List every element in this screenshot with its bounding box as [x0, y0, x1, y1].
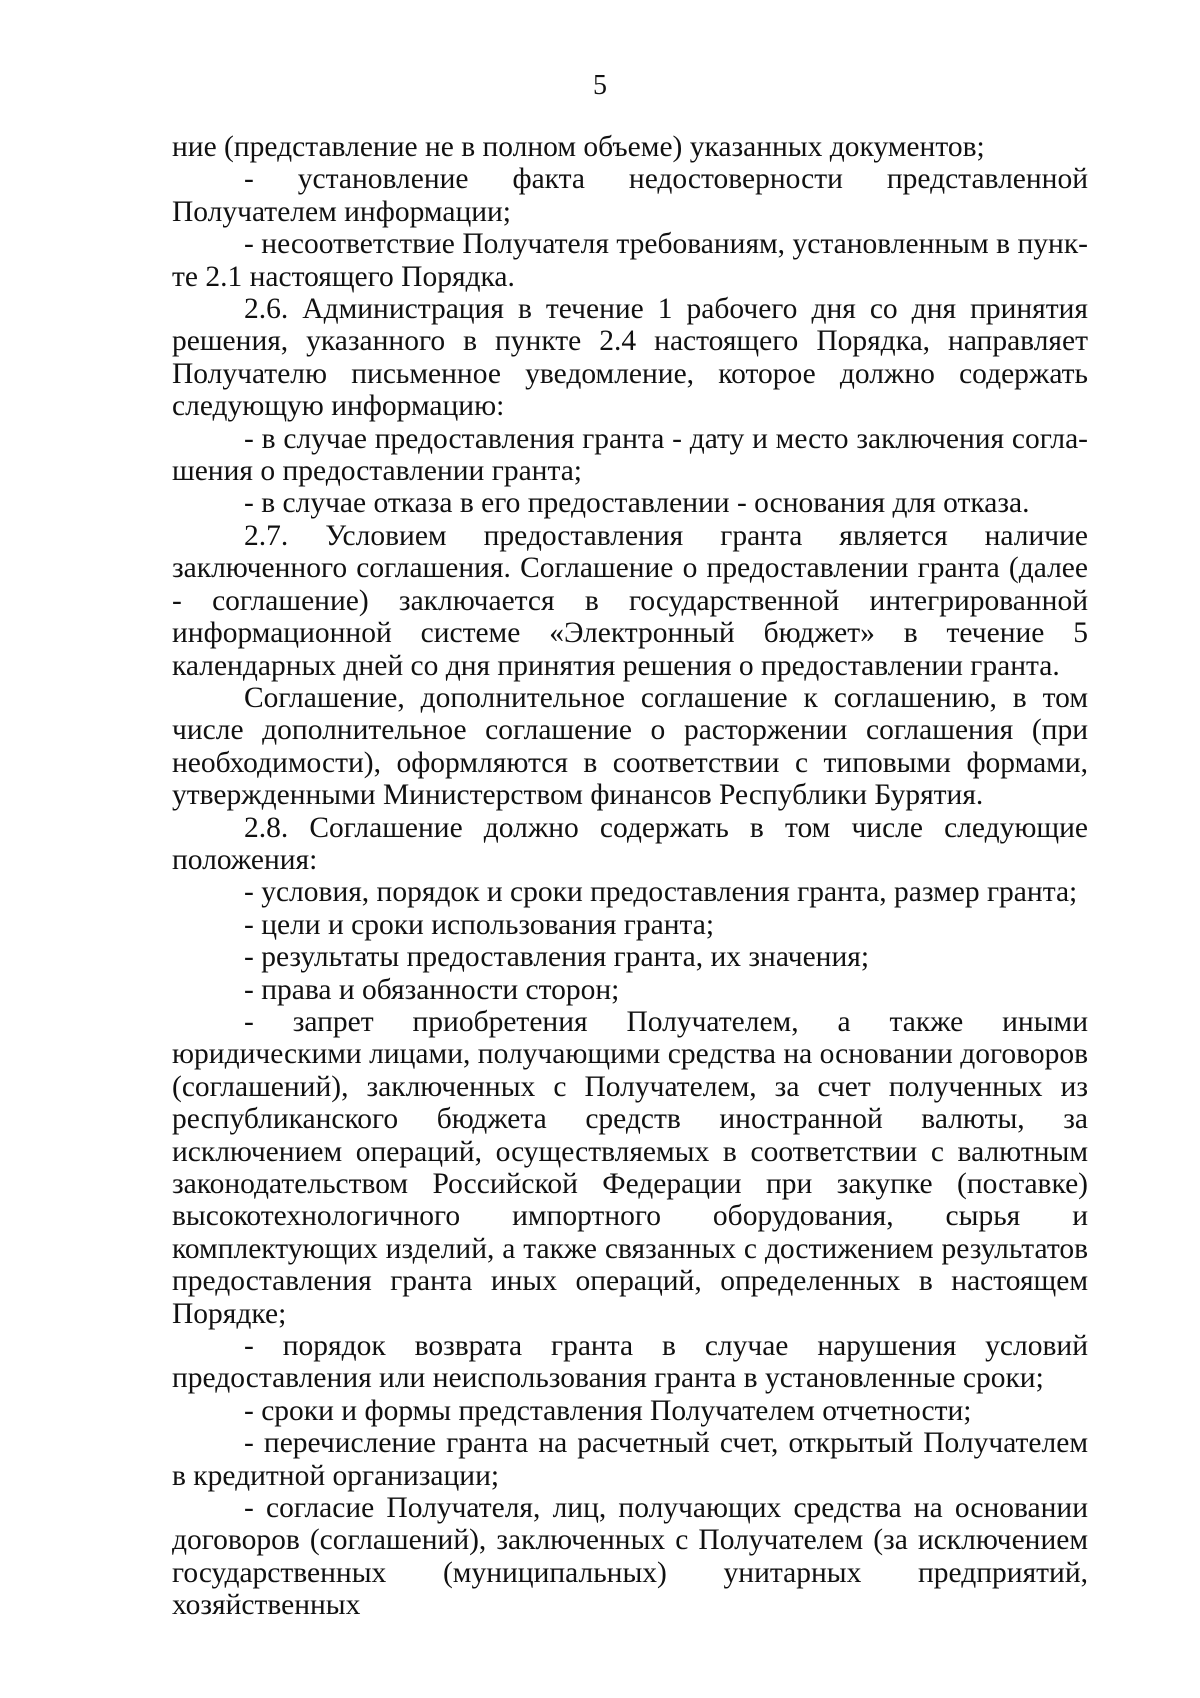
- list-item: - порядок возврата гранта в случае нарушения условий предоставления или неиспользования гранта в установленные сроки;: [172, 1330, 1088, 1395]
- list-item: - согласие Получателя, лиц, получающих средства на основании договоров (соглашений), заключенных с Получателем (за исключением государственных (муниципальных) унитарных предприятий, хозяйственных: [172, 1492, 1088, 1622]
- list-item: - несоответствие Получателя требованиям, установленным в пункте 2.1 настоящего Порядка.: [172, 228, 1088, 293]
- paragraph-2-8: 2.8. Соглашение должно содержать в том числе следующие положения:: [172, 811, 1088, 876]
- list-item: - в случае отказа в его предоставлении - основания для отказа.: [244, 487, 1030, 520]
- list-item: - в случае предоставления гранта - дату и место заключения соглашения о предоставлении гранта;: [172, 422, 1088, 488]
- page-number: 5: [593, 70, 607, 101]
- document-body: [172, 131, 1088, 1622]
- list-item: - перечисление гранта на расчетный счет, открытый Получателем в кредитной организации;: [172, 1427, 1088, 1492]
- list-item: - запрет приобретения Получателем, а также иными юридическими лицами, получающими средства на основании договоров (соглашений), заключенных с Получателем, за счет полученных из республиканского бюджета средств иностранной валюты, за исключением операций, осуществляемых в соответствии с валютным законодательством Российской Федерации при закупке (поставке) высокотехнологичного импортного оборудования, сырья и комплектующих изделий, а также связанных с достижением результатов предоставления гранта иных операций, определенных в настоящем Порядке;: [172, 1005, 1088, 1330]
- list-item: - установление факта недостоверности представленной Получателем информации;: [172, 163, 1088, 228]
- list-item: - цели и сроки использования гранта;: [244, 908, 715, 941]
- paragraph: Соглашение, дополнительное соглашение к соглашению, в том числе дополнительное соглашение о расторжении соглашения (при необходимости), оформляются в соответствии с типовыми формами, утвержденными Министерством финансов Республики Бурятия.: [172, 681, 1088, 812]
- paragraph-2-7: 2.7. Условием предоставления гранта является наличие заключенного соглашения. Соглашение о предоставлении гранта (далее - соглашение) заключается в государственной интегрированной информационной системе «Электронный бюджет» в течение 5 календарных дней со дня принятия решения о предоставлении гранта.: [172, 519, 1088, 682]
- paragraph-2-6: 2.6. Администрация в течение 1 рабочего дня со дня принятия решения, указанного в пункте 2.4 настоящего Порядка, направляет Получателю письменное уведомление, которое должно содержать следующую информацию:: [172, 293, 1088, 423]
- list-item: - результаты предоставления гранта, их значения;: [244, 941, 870, 974]
- paragraph: ние (представление не в полном объеме) указанных документов;: [172, 131, 985, 163]
- list-item: - сроки и формы представления Получателем отчетности;: [244, 1394, 972, 1427]
- list-item: - права и обязанности сторон;: [244, 973, 620, 1006]
- list-item: - условия, порядок и сроки предоставления гранта, размер гранта;: [244, 876, 1078, 909]
